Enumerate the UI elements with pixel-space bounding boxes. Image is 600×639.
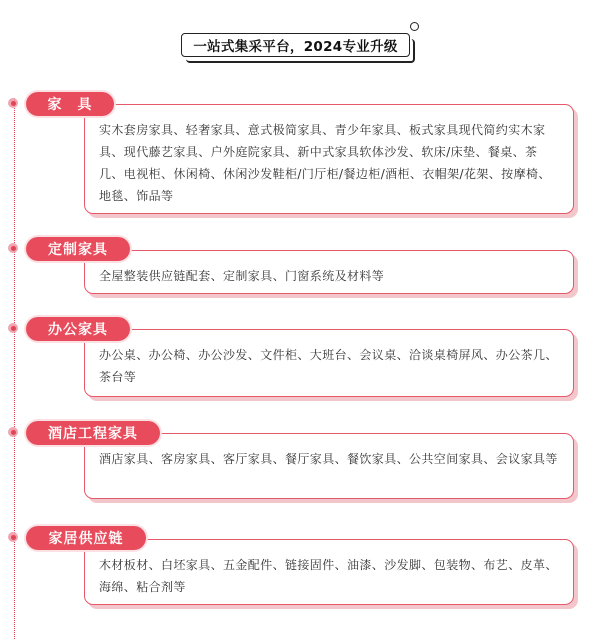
timeline-node [8,427,18,437]
section-content [84,104,574,214]
section-text: 全屋整装供应链配套、定制家具、门窗系统及材料等 [99,269,385,283]
section-text: 办公桌、办公椅、办公沙发、文件柜、大班台、会议桌、洽谈桌椅屏风、办公茶几、茶台等 [99,348,558,384]
section-label: 家 具 [26,92,114,116]
page-title-badge [181,29,410,57]
timeline-line [14,98,15,639]
title-decoration-dot [410,22,419,31]
section-label: 定制家具 [26,237,130,261]
section-content [84,329,574,397]
timeline-node [8,243,18,253]
timeline-node [8,532,18,542]
page-title: 一站式集采平台，2024专业升级 [181,33,410,57]
timeline-node [8,98,18,108]
section-content [84,250,574,294]
section-text: 木材板材、白坯家具、五金配件、链接固件、油漆、沙发脚、包装物、布艺、皮革、海绵、粘合剂等 [99,558,558,594]
section-label: 酒店工程家具 [26,421,160,445]
section-text: 酒店家具、客房家具、客厅家具、餐厅家具、餐饮家具、公共空间家具、会议家具等 [99,452,558,466]
section-content [84,433,574,499]
timeline-node [8,323,18,333]
section-text: 实木套房家具、轻奢家具、意式极简家具、青少年家具、板式家具现代简约实木家具、现代藤艺家具、户外庭院家具、新中式家具软体沙发、软床/床垫、餐桌、茶几、电视柜、休闲椅、休闲沙发鞋柜/门厅柜/餐边柜/酒柜、衣帽架/花架、按摩椅、地毯、饰品等 [99,123,551,203]
section-label: 办公家具 [26,317,130,341]
section-label: 家居供应链 [26,526,146,550]
section-content [84,539,574,605]
